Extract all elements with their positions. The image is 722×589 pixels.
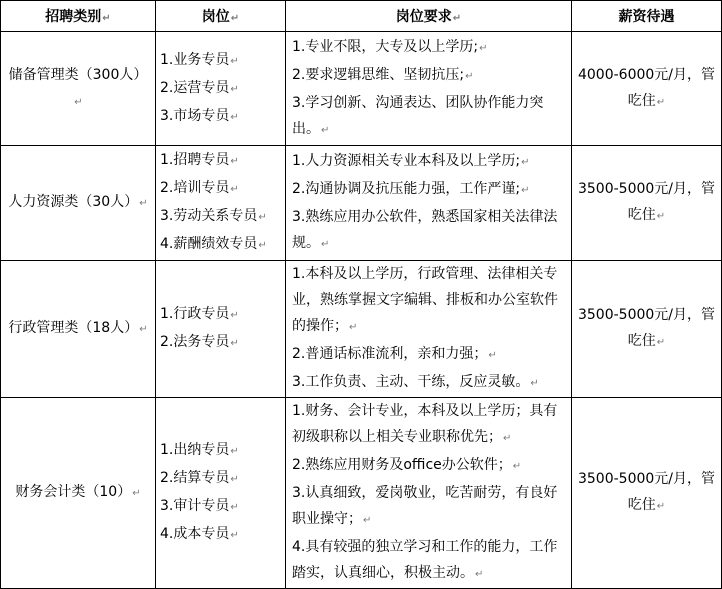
table-row: [1, 32, 722, 146]
category-cell: 行政管理类（18人）↵: [1, 261, 156, 398]
category-cell: 人力资源类（30人）↵: [1, 146, 156, 261]
requirements-cell: 1.专业不限，大专及以上学历;↵ 2.要求逻辑思维、坚韧抗压;↵ 3.学习创新、沟通表达、团队协作能力突出。↵: [286, 32, 572, 146]
positions-cell: 1.招聘专员↵ 2.培训专员↵ 3.劳动关系专员↵ 4.薪酬绩效专员↵: [156, 146, 286, 261]
salary-cell: 4000-6000元/月，管吃住↵: [572, 32, 722, 146]
category-cell: 储备管理类（300人）↵: [1, 32, 156, 146]
header-row: [1, 1, 722, 32]
category-cell: 财务会计类（10）↵: [1, 398, 156, 589]
table-row: [1, 146, 722, 261]
positions-cell: 1.行政专员↵ 2.法务专员↵: [156, 261, 286, 398]
table-row: [1, 398, 722, 589]
salary-cell: 3500-5000元/月，管吃住↵: [572, 146, 722, 261]
requirements-cell: 1.本科及以上学历，行政管理、法律相关专业，熟练掌握文字编辑、排板和办公室软件的操作；↵ 2.普通话标准流利，亲和力强；↵ 3.工作负责、主动、干练，反应灵敏。↵: [286, 261, 572, 398]
salary-cell: 3500-5000元/月，管吃住↵: [572, 398, 722, 589]
requirements-cell: 1.财务、会计专业，本科及以上学历；具有初级职称以上相关专业职称优先；↵ 2.熟练应用财务及office办公软件；↵ 3.认真细致，爱岗敬业，吃苦耐劳，有良好职业操守；↵ 4.具有较强的独立学习和工作的能力，工作踏实，认真细心，积极主动。↵: [286, 398, 572, 589]
table-row: [1, 261, 722, 398]
requirements-cell: 1.人力资源相关专业本科及以上学历;↵ 2.沟通协调及抗压能力强，工作严谨;↵ 3.熟练应用办公软件，熟悉国家相关法律法规。↵: [286, 146, 572, 261]
positions-cell: 1.业务专员↵ 2.运营专员↵ 3.市场专员↵: [156, 32, 286, 146]
positions-cell: 1.出纳专员↵ 2.结算专员↵ 3.审计专员↵ 4.成本专员↵: [156, 398, 286, 589]
header-salary: 薪资待遇: [572, 1, 722, 32]
salary-cell: 3500-5000元/月，管吃住↵: [572, 261, 722, 398]
header-category: 招聘类别↵: [1, 1, 156, 32]
header-requirements: 岗位要求↵: [286, 1, 572, 32]
header-position: 岗位↵: [156, 1, 286, 32]
